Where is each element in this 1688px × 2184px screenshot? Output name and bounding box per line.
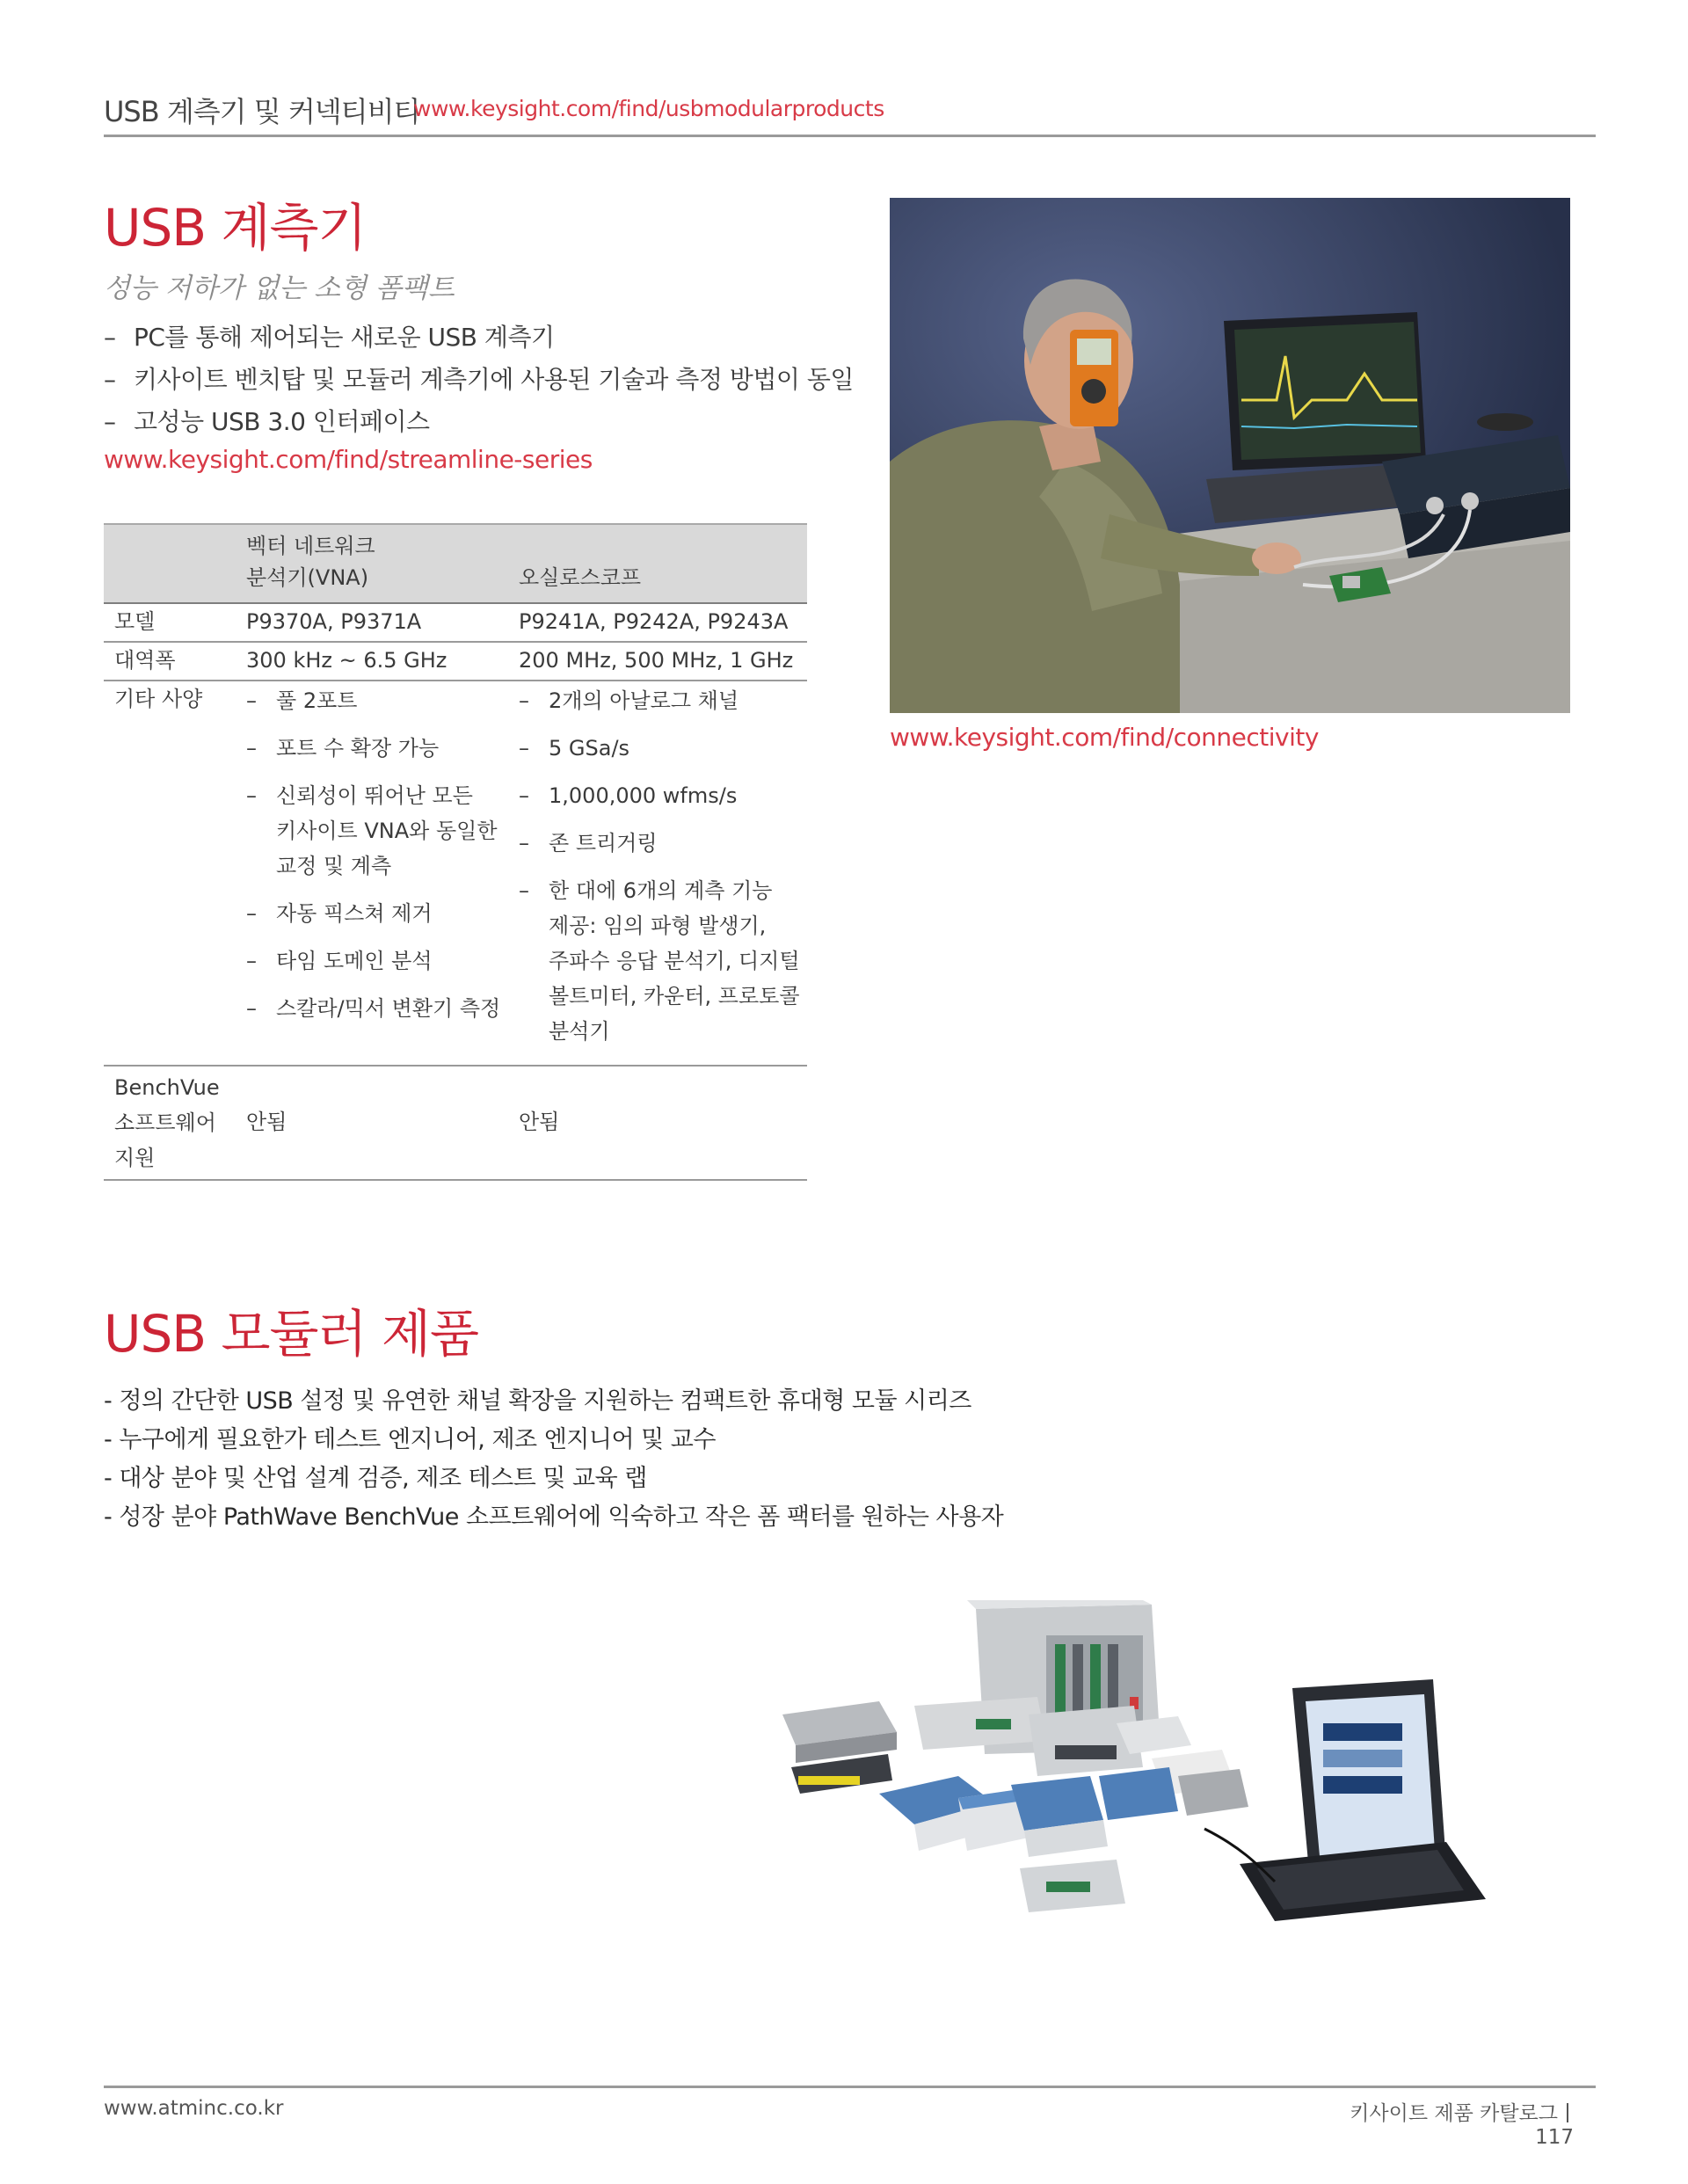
table-row bbox=[104, 642, 807, 681]
table-row bbox=[104, 1066, 807, 1180]
list-item: – 자동 픽스쳐 제거 bbox=[246, 896, 501, 931]
engineer-illustration bbox=[890, 198, 1570, 713]
usb-instruments-title: USB 계측기 bbox=[104, 198, 367, 258]
usb-spec-table bbox=[104, 523, 807, 1181]
modular-products-illustration bbox=[782, 1600, 1574, 1926]
bullet-item: – 키사이트 벤치탑 및 모듈러 계측기에 사용된 기술과 측정 방법이 동일 bbox=[104, 365, 854, 394]
bullet-item: – 고성능 USB 3.0 인터페이스 bbox=[104, 407, 430, 436]
footer-divider bbox=[104, 2086, 1596, 2088]
list-item: – 신뢰성이 뛰어난 모든 키사이트 VNA와 동일한 교정 및 계측 bbox=[246, 778, 501, 884]
table-header-scope: 오실로스코프 bbox=[508, 524, 807, 603]
header-title: USB 계측기 및 커넥티비티 bbox=[104, 95, 420, 128]
list-item: – 1,000,000 wfms/s bbox=[519, 778, 800, 813]
table-header-row bbox=[104, 524, 807, 603]
table-row bbox=[104, 681, 807, 1066]
usb-modular-bullets bbox=[104, 1382, 1003, 1537]
row-label: 기타 사양 bbox=[104, 681, 236, 1066]
page-number: 117 bbox=[1535, 2126, 1574, 2149]
page-header bbox=[104, 88, 1596, 137]
vna-bandwidth: 300 kHz ~ 6.5 GHz bbox=[236, 642, 508, 681]
list-item: – 2개의 아날로그 채널 bbox=[519, 683, 800, 718]
vna-model: P9370A, P9371A bbox=[236, 603, 508, 642]
usb-instruments-bullets bbox=[104, 317, 854, 443]
row-label: 모델 bbox=[104, 603, 236, 642]
list-item: – 풀 2포트 bbox=[246, 683, 501, 718]
list-item: – 타임 도메인 분석 bbox=[246, 943, 501, 979]
row-label: BenchVue 소프트웨어 지원 bbox=[104, 1066, 236, 1180]
list-item: – 한 대에 6개의 계측 기능 제공: 임의 파형 발생기, 주파수 응답 분석기, 디지털 볼트미터, 카운터, 프로토콜 분석기 bbox=[519, 873, 800, 1049]
vna-features bbox=[236, 681, 508, 1066]
footer-catalog-info bbox=[1319, 2097, 1574, 2149]
table-row bbox=[104, 603, 807, 642]
connectivity-link[interactable]: www.keysight.com/find/connectivity bbox=[890, 723, 1319, 752]
scope-bandwidth: 200 MHz, 500 MHz, 1 GHz bbox=[508, 642, 807, 681]
footer-catalog-title: 키사이트 제품 카탈로그 bbox=[1350, 2102, 1558, 2125]
list-item: – 5 GSa/s bbox=[519, 731, 800, 766]
bullet-item: - 정의 간단한 USB 설정 및 유연한 채널 확장을 지원하는 컴팩트한 휴대형 모듈 시리즈 bbox=[104, 1387, 971, 1415]
bullet-item: - 성장 분야 PathWave BenchVue 소프트웨어에 익숙하고 작은 폼 팩터를 원하는 사용자 bbox=[104, 1503, 1004, 1531]
scope-features bbox=[508, 681, 807, 1066]
list-item: – 존 트리거링 bbox=[519, 826, 800, 861]
usb-instruments-subtitle: 성능 저하가 없는 소형 폼팩트 bbox=[104, 273, 455, 304]
engineer-photo bbox=[890, 198, 1570, 713]
vna-benchvue: 안됨 bbox=[236, 1066, 508, 1180]
usb-modular-products-photo bbox=[782, 1600, 1574, 1926]
footer-website-link[interactable]: www.atminc.co.kr bbox=[104, 2097, 284, 2120]
usb-modular-title: USB 모듈러 제품 bbox=[104, 1304, 479, 1364]
list-item: – 스칼라/믹서 변환기 측정 bbox=[246, 991, 501, 1026]
row-label: 대역폭 bbox=[104, 642, 236, 681]
list-item: – 포트 수 확장 가능 bbox=[246, 731, 501, 766]
bullet-item: – PC를 통해 제어되는 새로운 USB 계측기 bbox=[104, 323, 555, 352]
scope-benchvue: 안됨 bbox=[508, 1066, 807, 1180]
bullet-item: - 대상 분야 및 산업 설계 검증, 제조 테스트 및 교육 랩 bbox=[104, 1465, 647, 1492]
table-header-empty bbox=[104, 524, 236, 603]
footer-separator bbox=[1567, 2103, 1568, 2122]
streamline-series-link[interactable]: www.keysight.com/find/streamline-series bbox=[104, 445, 593, 474]
bullet-item: - 누구에게 필요한가 테스트 엔지니어, 제조 엔지니어 및 교수 bbox=[104, 1426, 716, 1453]
table-header-vna: 벡터 네트워크 분석기(VNA) bbox=[236, 524, 508, 603]
header-link[interactable]: www.keysight.com/find/usbmodularproducts bbox=[413, 96, 884, 121]
scope-model: P9241A, P9242A, P9243A bbox=[508, 603, 807, 642]
